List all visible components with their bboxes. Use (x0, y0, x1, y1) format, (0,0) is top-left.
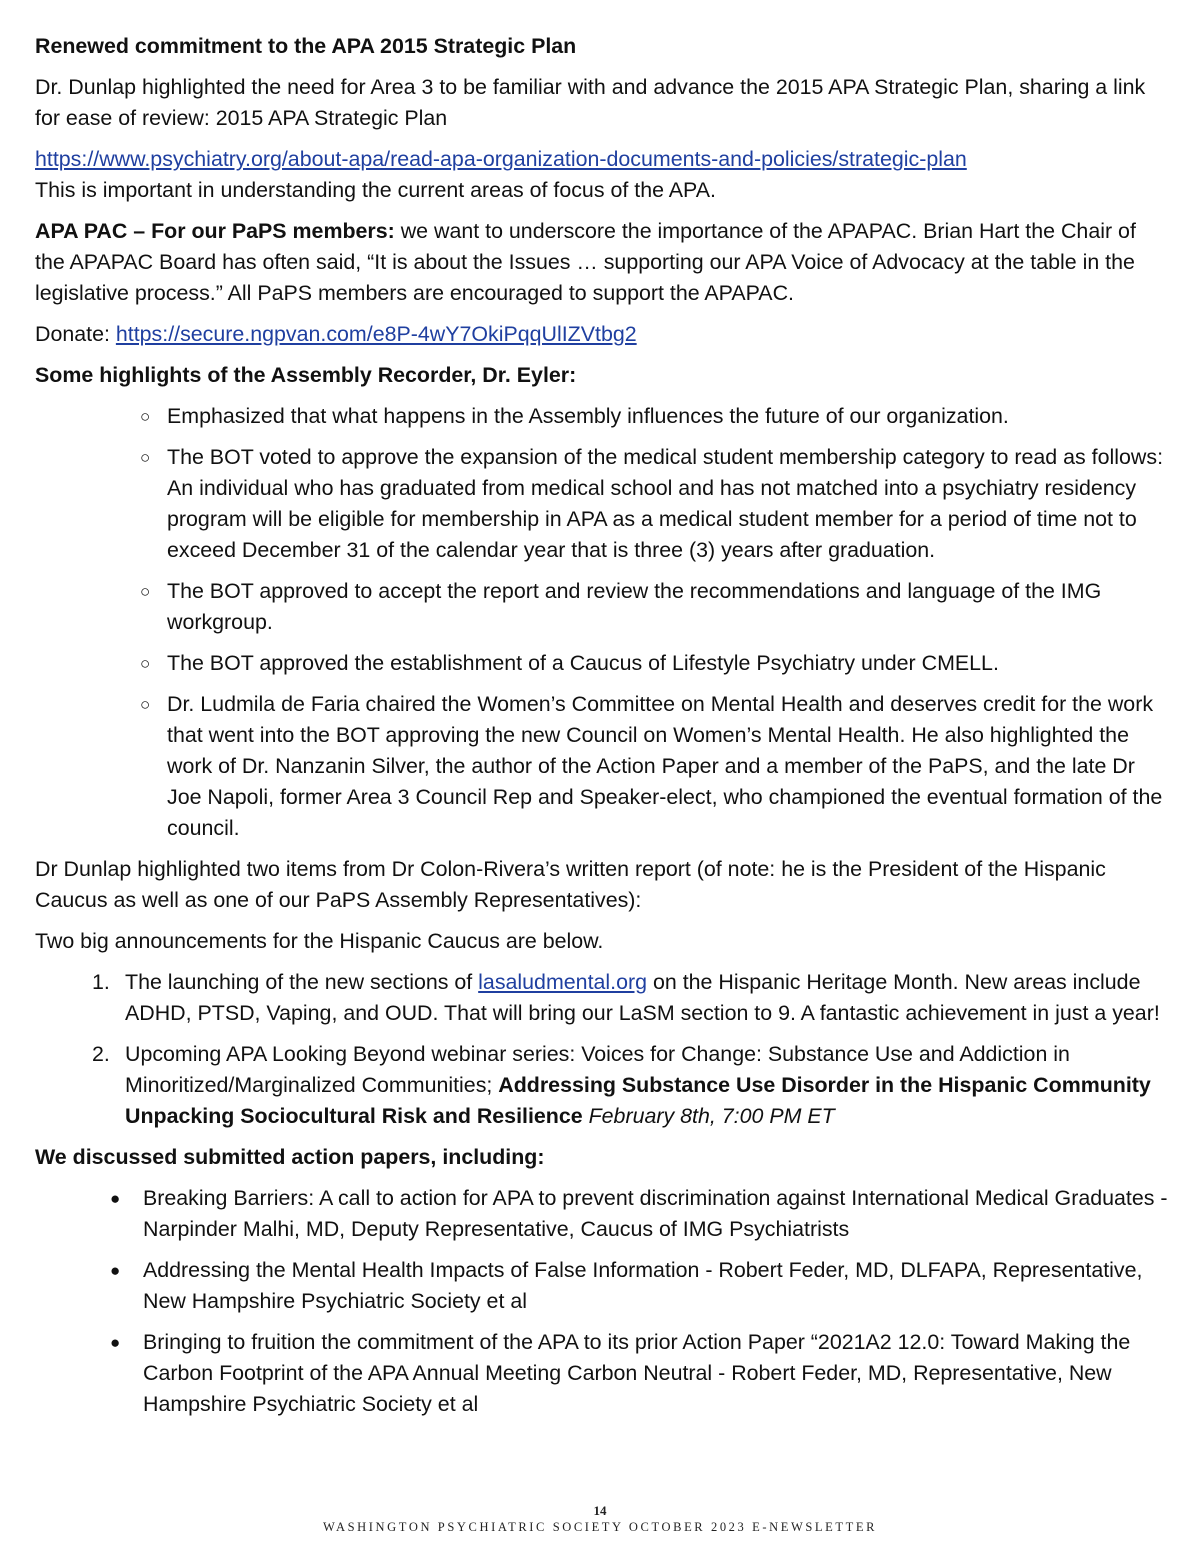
list-item (110, 1255, 1170, 1317)
strategic-plan-paragraph (35, 72, 1170, 134)
list-item-text: Dr. Ludmila de Faria chaired the Women’s Committee on Mental Health and deserves credit for the work that went into the BOT approving the new Council on Women’s Mental Health. He also highlighted the work of Dr. Nanzanin Silver, the author of the Action Paper and a member of the PaPS, and the late Dr Joe Napoli, former Area 3 Council Rep and Speaker-elect, who championed the eventual formation of the council. (167, 692, 1163, 840)
apapac-paragraph (35, 216, 1170, 309)
strategic-plan-note: This is important in understanding the current areas of focus of the APA. (35, 178, 716, 202)
donate-link[interactable]: https://secure.ngpvan.com/e8P-4wY7OkiPqqUlIZVtbg2 (115, 322, 637, 346)
list-item (92, 1039, 1170, 1132)
hispanic-caucus-announcements: Two big announcements for the Hispanic Caucus are below. (35, 929, 604, 953)
list-item (140, 689, 1170, 844)
item-text-before: Upcoming APA Looking Beyond webinar series: Voices for Change: Substance Use and Addiction in Minoritized/Marginalized Communities; (125, 1042, 1070, 1097)
disc-bullet-icon: ● (110, 1261, 121, 1280)
circle-bullet-icon: ○ (140, 407, 151, 426)
list-item (140, 648, 1170, 679)
circle-bullet-icon: ○ (140, 654, 151, 673)
list-number: 2. (92, 1042, 110, 1066)
apapac-lead: APA PAC – For our PaPS members: (35, 219, 395, 243)
list-item-text: The BOT approved to accept the report and review the recommendations and language of the IMG workgroup. (167, 579, 1102, 634)
webinar-date: February 8th, 7:00 PM ET (582, 1104, 835, 1128)
page-footer (0, 1503, 1200, 1535)
footer-text: WASHINGTON PSYCHIATRIC SOCIETY OCTOBER 2023 E-NEWSLETTER (322, 1520, 878, 1534)
list-item-text: The BOT voted to approve the expansion of the medical student membership category to read as follows: An individual who has graduated from medical school and has not matched into a psychiatry residency program will be eligible for membership in APA as a medical student member for a period of time not to exceed December 31 of the calendar year that is three (3) years after graduation. (167, 445, 1164, 562)
list-item-text: The BOT approved the establishment of a Caucus of Lifestyle Psychiatry under CMELL. (167, 651, 999, 675)
donate-label: Donate: (35, 322, 116, 346)
list-item-text: Addressing the Mental Health Impacts of False Information - Robert Feder, MD, DLFAPA, Representative, New Hampshire Psychiatric Society et al (143, 1258, 1143, 1313)
list-item-text: Bringing to fruition the commitment of the APA to its prior Action Paper “2021A2 12.0: Toward Making the Carbon Footprint of the APA Annual Meeting Carbon Neutral - Robert Feder, MD, Representative, New Hampshire Psychiatric Society et al (143, 1330, 1131, 1416)
list-item (110, 1183, 1170, 1245)
donate-line (35, 319, 1170, 350)
disc-bullet-icon: ● (110, 1333, 121, 1352)
list-item (140, 401, 1170, 432)
page-number: 14 (593, 1503, 607, 1518)
list-number: 1. (92, 970, 110, 994)
recorder-highlights-heading: Some highlights of the Assembly Recorder, Dr. Eyler: (35, 363, 577, 387)
hispanic-caucus-list (92, 967, 1170, 1132)
list-item-text: Emphasized that what happens in the Assembly influences the future of our organization. (167, 404, 1009, 428)
item-text-after: on the Hispanic Heritage Month. New areas include ADHD, PTSD, Vaping, and OUD. That will bring our LaSM section to 9. A fantastic achievement in just a year! (125, 970, 1160, 1025)
list-item (92, 967, 1170, 1029)
circle-bullet-icon: ○ (140, 582, 151, 601)
newsletter-page (35, 31, 1170, 1430)
hispanic-caucus-intro: Dr Dunlap highlighted two items from Dr Colon-Rivera’s written report (of note: he is the President of the Hispanic Caucus as well as one of our PaPS Assembly Representatives): (35, 857, 1106, 912)
disc-bullet-icon: ● (110, 1189, 121, 1208)
list-item (140, 576, 1170, 638)
list-item-text: Breaking Barriers: A call to action for APA to prevent discrimination against International Medical Graduates - Narpinder Malhi, MD, Deputy Representative, Caucus of IMG Psychiatrists (143, 1186, 1168, 1241)
strategic-plan-heading: Renewed commitment to the APA 2015 Strategic Plan (35, 34, 577, 58)
item-text-before: The launching of the new sections of (125, 970, 479, 994)
webinar-title: Addressing Substance Use Disorder in the Hispanic Community Unpacking Sociocultural Risk and Resilience (125, 1073, 1151, 1128)
strategic-plan-link-block (35, 144, 1170, 206)
strategic-plan-text: Dr. Dunlap highlighted the need for Area 3 to be familiar with and advance the 2015 APA Strategic Plan, sharing a link for ease of review: 2015 APA Strategic Plan (35, 75, 1146, 130)
recorder-highlights-list (140, 401, 1170, 844)
apapac-text: we want to underscore the importance of the APAPAC. Brian Hart the Chair of the APAPAC Board has often said, “It is about the Issues … supporting our APA Voice of Advocacy at the table in the legislative process.” All PaPS members are encouraged to support the APAPAC. (35, 219, 1136, 305)
lasaludmental-link[interactable]: lasaludmental.org (478, 970, 648, 994)
circle-bullet-icon: ○ (140, 695, 151, 714)
list-item (140, 442, 1170, 566)
list-item (110, 1327, 1170, 1420)
action-papers-list (110, 1183, 1170, 1420)
action-papers-heading: We discussed submitted action papers, including: (35, 1145, 545, 1169)
circle-bullet-icon: ○ (140, 448, 151, 467)
strategic-plan-link[interactable]: https://www.psychiatry.org/about-apa/read-apa-organization-documents-and-policies/strategic-plan (35, 147, 967, 171)
